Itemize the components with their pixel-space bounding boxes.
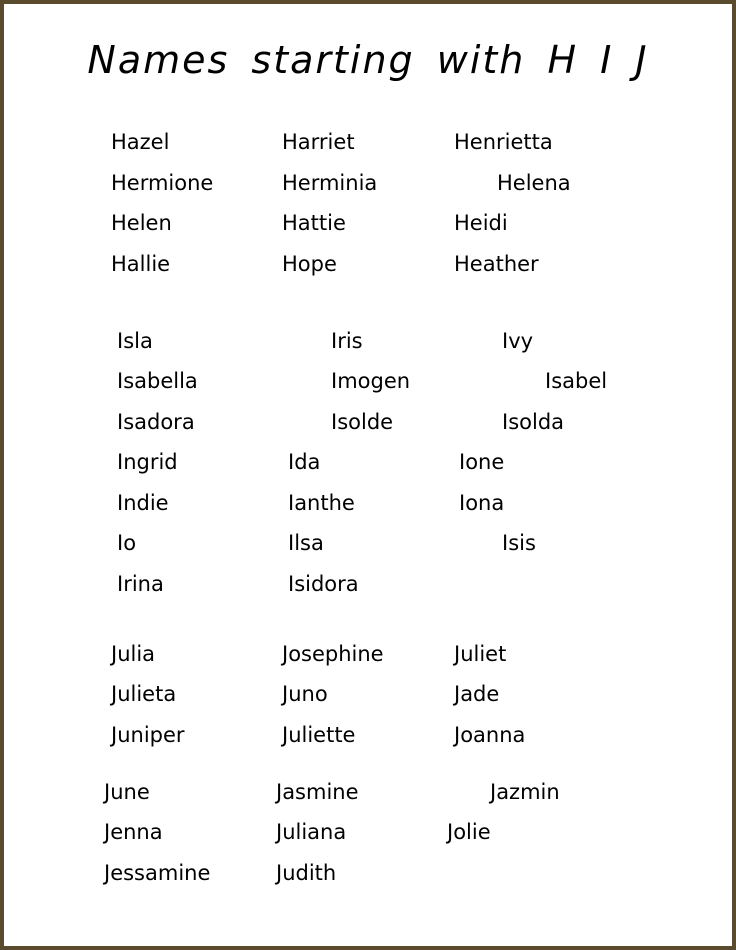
name-item: Hallie: [111, 252, 171, 276]
name-item: Isabel: [545, 369, 608, 393]
name-item: Jenna: [104, 820, 163, 844]
name-item: June: [104, 780, 150, 804]
name-item: Ingrid: [117, 450, 178, 474]
name-item: Helena: [497, 171, 571, 195]
name-item: Joanna: [454, 723, 526, 747]
name-item: Isla: [117, 329, 153, 353]
name-item: Ida: [288, 450, 321, 474]
name-item: Hope: [282, 252, 337, 276]
name-item: Iona: [459, 491, 505, 515]
name-item: Jasmine: [276, 780, 359, 804]
name-item: Hazel: [111, 130, 170, 154]
name-item: Juliet: [454, 642, 507, 666]
name-item: Heidi: [454, 211, 508, 235]
name-item: Josephine: [282, 642, 384, 666]
name-item: Juno: [282, 682, 328, 706]
name-item: Julieta: [111, 682, 177, 706]
name-item: Juliette: [282, 723, 356, 747]
name-item: Io: [117, 531, 137, 555]
name-item: Juniper: [111, 723, 185, 747]
name-item: Jazmin: [490, 780, 560, 804]
name-item: Henrietta: [454, 130, 553, 154]
name-item: Ilsa: [288, 531, 324, 555]
name-item: Isabella: [117, 369, 198, 393]
name-item: Herminia: [282, 171, 378, 195]
name-item: Isolde: [331, 410, 394, 434]
name-item: Hattie: [282, 211, 346, 235]
name-item: Isis: [502, 531, 536, 555]
name-item: Imogen: [331, 369, 411, 393]
name-item: Isadora: [117, 410, 195, 434]
name-item: Jessamine: [104, 861, 211, 885]
name-item: Julia: [111, 642, 156, 666]
name-item: Helen: [111, 211, 172, 235]
name-item: Jolie: [447, 820, 491, 844]
name-item: Indie: [117, 491, 169, 515]
name-item: Juliana: [276, 820, 347, 844]
name-item: Irina: [117, 572, 164, 596]
name-item: Jade: [454, 682, 500, 706]
name-item: Ione: [459, 450, 505, 474]
name-item: Ianthe: [288, 491, 355, 515]
name-item: Iris: [331, 329, 363, 353]
name-item: Isolda: [502, 410, 565, 434]
page-title: Names starting with H I J: [87, 38, 649, 82]
name-item: Hermione: [111, 171, 214, 195]
name-item: Isidora: [288, 572, 359, 596]
name-item: Heather: [454, 252, 539, 276]
name-item: Judith: [276, 861, 337, 885]
name-item: Harriet: [282, 130, 355, 154]
name-item: Ivy: [502, 329, 534, 353]
